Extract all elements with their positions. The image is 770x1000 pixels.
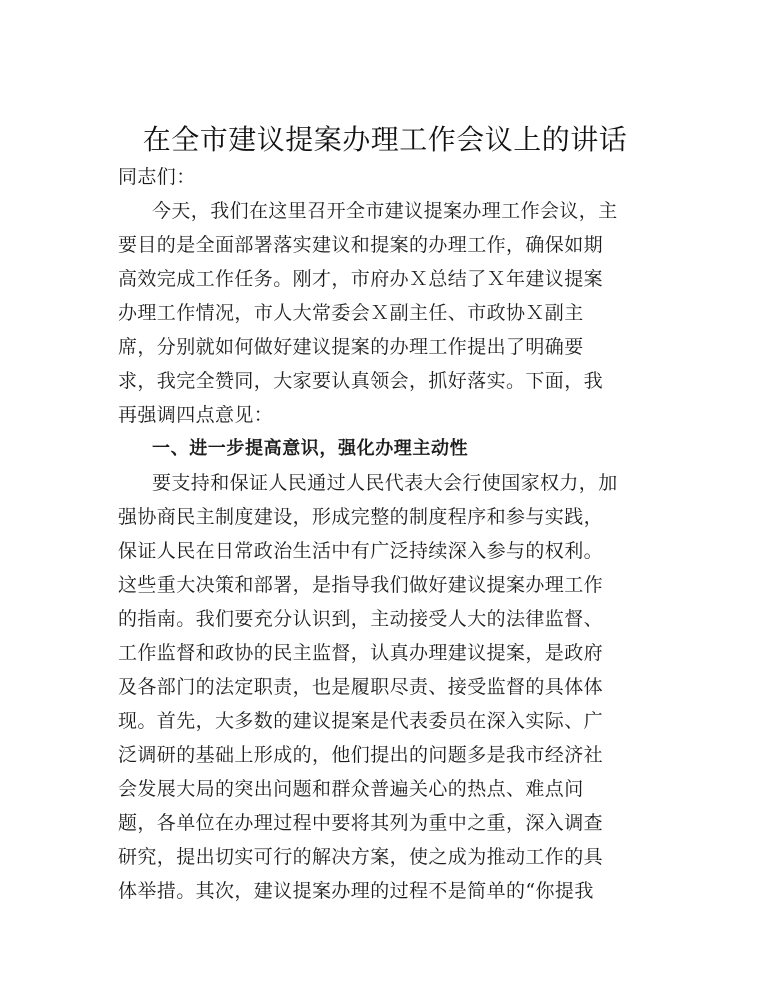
paragraph-line: 泛调研的基础上形成的，他们提出的问题多是我市经济社	[118, 744, 604, 766]
paragraph-line: 现。首先，大多数的建议提案是代表委员在深入实际、广	[118, 710, 604, 732]
paragraph-line: 这些重大决策和部署，是指导我们做好建议提案办理工作	[118, 574, 604, 596]
salutation: 同志们：	[118, 166, 196, 188]
paragraph-line: 工作监督和政协的民主监督，认真办理建议提案，是政府	[118, 642, 604, 664]
paragraph-line: 保证人民在日常政治生活中有广泛持续深入参与的权利。	[118, 540, 604, 562]
paragraph-line: 题，各单位在办理过程中要将其列为重中之重，深入调查	[118, 812, 604, 834]
paragraph-line: 及各部门的法定职责，也是履职尽责、接受监督的具体体	[118, 676, 604, 698]
paragraph-line: 高效完成工作任务。刚才，市府办Ｘ总结了Ｘ年建议提案	[118, 268, 604, 290]
paragraph-line: 今天，我们在这里召开全市建议提案办理工作会议，主	[152, 200, 618, 222]
paragraph-line: 办理工作情况，市人大常委会Ｘ副主任、市政协Ｘ副主	[118, 302, 584, 324]
paragraph-line: 求，我完全赞同，大家要认真领会，抓好落实。下面，我	[118, 370, 604, 392]
paragraph-line: 要目的是全面部署落实建议和提案的办理工作，确保如期	[118, 234, 604, 256]
paragraph-line: 要支持和保证人民通过人民代表大会行使国家权力，加	[152, 472, 618, 494]
section-heading: 一、进一步提高意识，强化办理主动性	[152, 438, 469, 459]
paragraph-line: 体举措。其次，建议提案办理的过程不是简单的“你提我	[118, 880, 594, 902]
document-body	[118, 160, 658, 908]
paragraph-line: 的指南。我们要充分认识到，主动接受人大的法律监督、	[118, 608, 604, 630]
document-title: 在全市建议提案办理工作会议上的讲话	[142, 123, 628, 156]
paragraph-line: 研究，提出切实可行的解决方案，使之成为推动工作的具	[118, 846, 604, 868]
paragraph-line: 再强调四点意见：	[118, 404, 274, 426]
paragraph-line: 会发展大局的突出问题和群众普遍关心的热点、难点问	[118, 778, 584, 800]
paragraph-line: 强协商民主制度建设，形成完整的制度程序和参与实践，	[118, 506, 604, 528]
paragraph-line: 席，分别就如何做好建议提案的办理工作提出了明确要	[118, 336, 584, 358]
